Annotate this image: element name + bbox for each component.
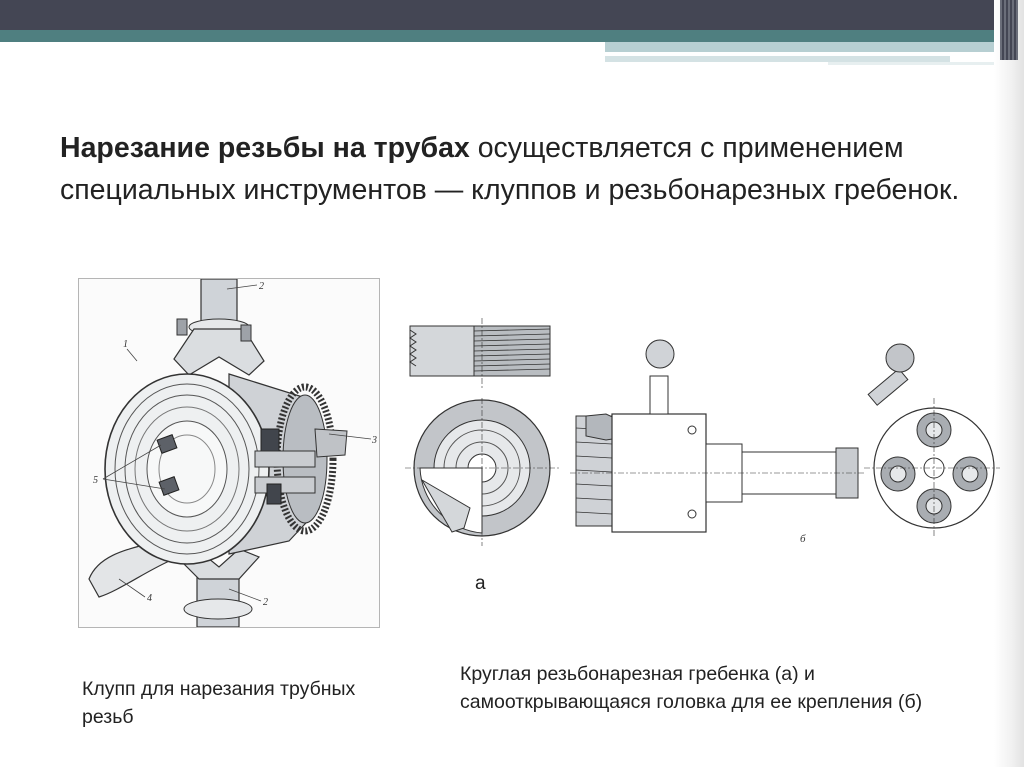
- callout-2-bottom: 2: [263, 597, 268, 608]
- chaser-side-view: [410, 318, 550, 388]
- figure-klupp: [78, 278, 380, 628]
- chaser-front-view: [405, 398, 560, 546]
- callout-3: 3: [372, 435, 377, 446]
- right-edge-stripes: [1000, 0, 1018, 60]
- callout-1: 1: [123, 339, 128, 350]
- label-b: б: [800, 533, 806, 545]
- heading-rest: осуществляется с применением специальных инструментов — клуппов и резьбонарезных гребенок.: [60, 132, 960, 206]
- head-side-view: [570, 340, 865, 532]
- slide-heading: [60, 127, 960, 211]
- label-a: а: [475, 573, 486, 594]
- header-bar-teal: [0, 30, 1024, 42]
- header-bar-light: [605, 42, 1024, 52]
- caption-chaser: Круглая резьбонарезная гребенка (а) и самооткрывающаяся головка для ее крепления (б): [460, 663, 923, 713]
- callout-4: 4: [147, 593, 152, 604]
- caption-klupp: Клупп для нарезания трубных резьб: [82, 678, 356, 728]
- callout-5: 5: [93, 475, 98, 486]
- header-bar-dark: [0, 0, 1024, 30]
- chaser-head-drawing: [400, 318, 1000, 598]
- head-front-view: [864, 344, 1000, 538]
- klupp-drawing: [79, 279, 379, 627]
- callout-2-top: 2: [259, 281, 264, 292]
- figure-chaser-and-head: [400, 318, 1000, 598]
- heading-bold: Нарезание резьбы на трубах: [60, 132, 470, 164]
